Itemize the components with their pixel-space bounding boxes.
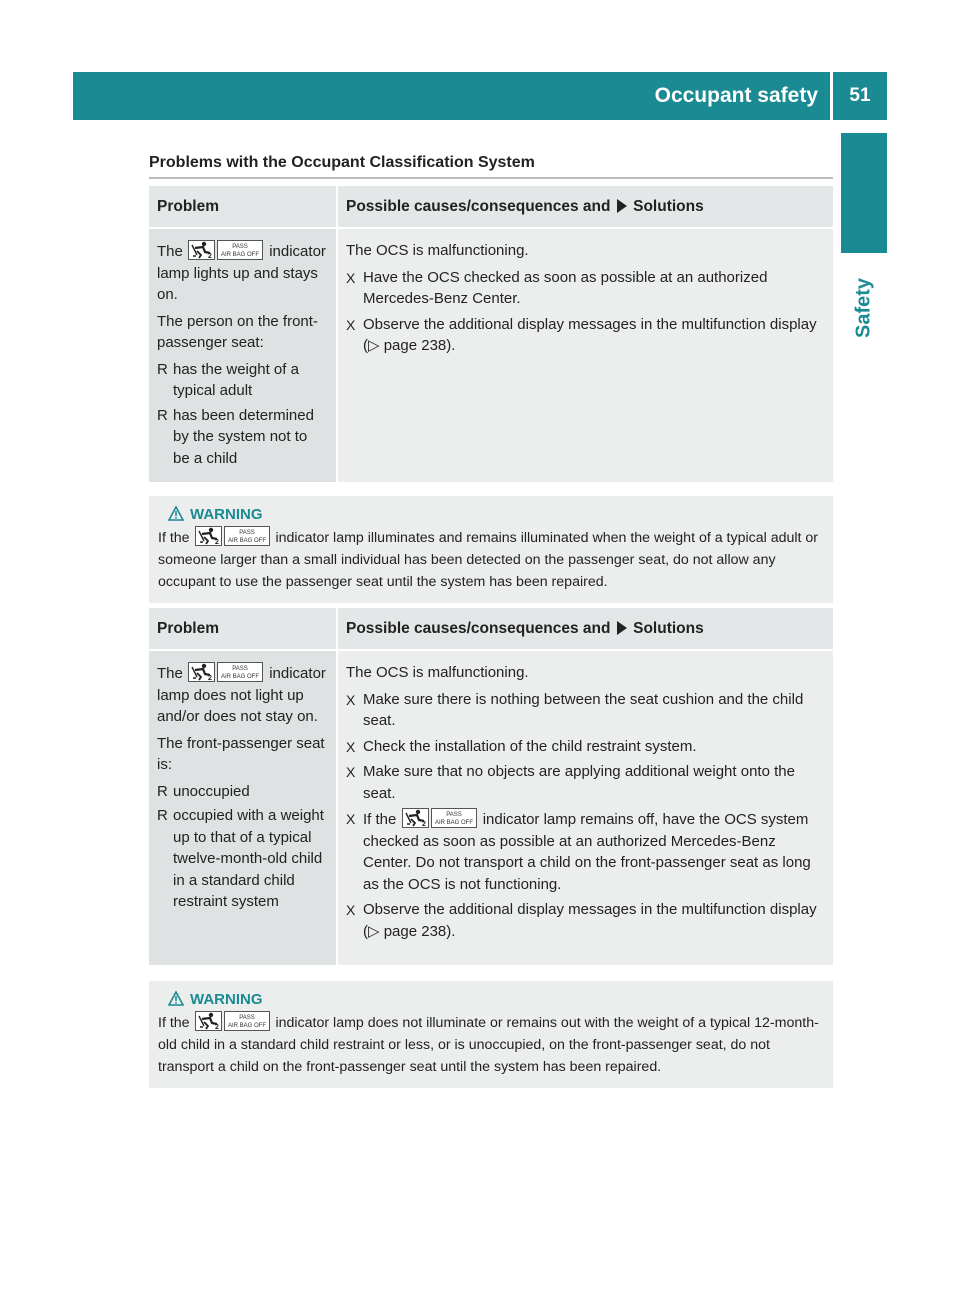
side-tab [841, 133, 887, 253]
table-row [149, 649, 833, 965]
heading-rule [149, 177, 833, 179]
svg-text:2: 2 [214, 1024, 219, 1031]
problem-cell: The 2 PASS AIR BAG OFF indicator lamp does not light up and/or does not stay on. The front-passenger seat is: R unoccupied R occupied with a weight up to that of a typical twelve-month-old child in a standard child restraint system [149, 649, 336, 965]
svg-text:2: 2 [208, 253, 212, 260]
step-marker-icon: X [346, 691, 356, 708]
list-item: R occupied with a weight up to that of a typical twelve-month-old child in a standard child restraint system [157, 807, 324, 910]
table-header-row [149, 608, 833, 649]
step-marker-icon: X [346, 811, 356, 827]
problem-table-2 [149, 608, 833, 965]
warning-title: WARNING [168, 504, 825, 526]
svg-text:PASS: PASS [232, 244, 248, 250]
svg-text:AIR BAG OFF: AIR BAG OFF [221, 252, 260, 258]
list-item: R has the weight of a typical adult [157, 360, 299, 399]
solution-arrow-icon [617, 199, 627, 213]
step-item: X Check the installation of the child restraint system. [346, 736, 825, 758]
table-row [149, 227, 833, 482]
col-solutions-header: Possible causes/consequences and Solutions [336, 608, 833, 649]
solution-cell: The OCS is malfunctioning. X Have the OCS checked as soon as possible at an authorized Mercedes-Benz Center. X Observe the additional display messages in the multifunction display (▷ page 238). [336, 227, 833, 482]
svg-text:PASS: PASS [232, 666, 248, 672]
svg-text:AIR BAG OFF: AIR BAG OFF [227, 1023, 266, 1029]
warning-text: If the 2 PASS AIR BAG OFF indicator lamp illuminates and remains illuminated when the weight of a typical adult or someone larger than a small individual has been detected on the passenger seat, do not allow any occupant to use the passenger seat until the system has been repaired. [158, 526, 825, 593]
step-item: X Make sure there is nothing between the seat cushion and the child seat. [346, 690, 804, 729]
svg-text:PASS: PASS [238, 1015, 255, 1021]
step-item: X Have the OCS checked as soon as possible at an authorized Mercedes-Benz Center. [346, 268, 768, 307]
passenger-airbag-off-icon [195, 526, 271, 546]
list-item: R unoccupied [157, 782, 250, 800]
passenger-airbag-off-icon [188, 240, 264, 260]
col-problem-header: Problem [149, 186, 336, 227]
svg-text:2: 2 [214, 539, 219, 546]
step-item: X If the 2 PASS AIR BAG OFF indicator lamp remains off, have the OCS system checked as soon as possible at an authorized Mercedes-Benz Center. Do not transport a child on the front-passenger seat as long as the OCS is not functioning. [346, 808, 825, 895]
warning-triangle-icon [168, 506, 184, 521]
page-number: 51 [849, 85, 871, 106]
passenger-airbag-off-icon [195, 1011, 271, 1031]
svg-text:PASS: PASS [238, 530, 255, 536]
side-tab-label: Safety [852, 277, 875, 339]
step-marker-icon: X [346, 316, 356, 333]
passenger-airbag-off-icon [402, 808, 478, 828]
col-problem-header: Problem [149, 608, 336, 649]
passenger-airbag-off-icon [188, 662, 264, 682]
svg-text:AIR BAG OFF: AIR BAG OFF [434, 820, 473, 826]
step-marker-icon: X [346, 269, 356, 286]
step-marker-icon: X [346, 764, 356, 780]
section-heading: Problems with the Occupant Classification System [149, 154, 535, 171]
solution-arrow-icon [617, 621, 627, 635]
svg-text:AIR BAG OFF: AIR BAG OFF [221, 674, 260, 680]
list-item: R has been determined by the system not to be a child [157, 406, 314, 467]
step-marker-icon: X [346, 902, 356, 918]
step-item: X Observe the additional display messages in the multifunction display (▷ page 238). [346, 315, 817, 354]
svg-text:AIR BAG OFF: AIR BAG OFF [227, 538, 266, 544]
step-item: X Make sure that no objects are applying additional weight onto the seat. [346, 763, 795, 802]
page-header [73, 72, 887, 120]
problem-table-1 [149, 186, 833, 482]
svg-text:PASS: PASS [445, 812, 462, 818]
step-item: X Observe the additional display messages in the multifunction display (▷ page 238). [346, 901, 817, 940]
warning-box-2 [149, 981, 833, 1088]
col-solutions-header: Possible causes/consequences and Solutions [336, 186, 833, 227]
warning-box-1 [149, 496, 833, 603]
step-marker-icon: X [346, 738, 356, 755]
chapter-title: Occupant safety [654, 84, 818, 107]
problem-cell: The 2 PASS AIR BAG OFF indicator lamp lights up and stays on. The person on the front-passenger seat: R has the weight of a typical adult R has been determined by the system not to be a child [149, 227, 336, 482]
warning-title: WARNING [168, 989, 825, 1011]
solution-cell: The OCS is malfunctioning. X Make sure there is nothing between the seat cushion and the child seat. X Check the installation of the child restraint system. X Make sure that no objects are applying additional weight onto the seat. X If the 2 PASS AIR BAG OFF indicator lamp remains off, have the OCS system checked as soon as possible at an authorized Mercedes-Benz Center. Do not transport a child on the front-passenger seat as long as the OCS is not functioning. X Observe the additional display messages in the multifunction display (▷ page 238). [336, 649, 833, 965]
table-header-row [149, 186, 833, 227]
svg-text:2: 2 [421, 821, 426, 828]
svg-text:2: 2 [208, 675, 212, 682]
warning-text: If the 2 PASS AIR BAG OFF indicator lamp does not illuminate or remains out with the weight of a typical 12-month-old child in a standard child restraint or less, or is unoccupied, on the front-passenger seat, do not transport a child on the front-passenger seat until the system has been repaired. [158, 1011, 825, 1078]
warning-triangle-icon [168, 991, 184, 1006]
